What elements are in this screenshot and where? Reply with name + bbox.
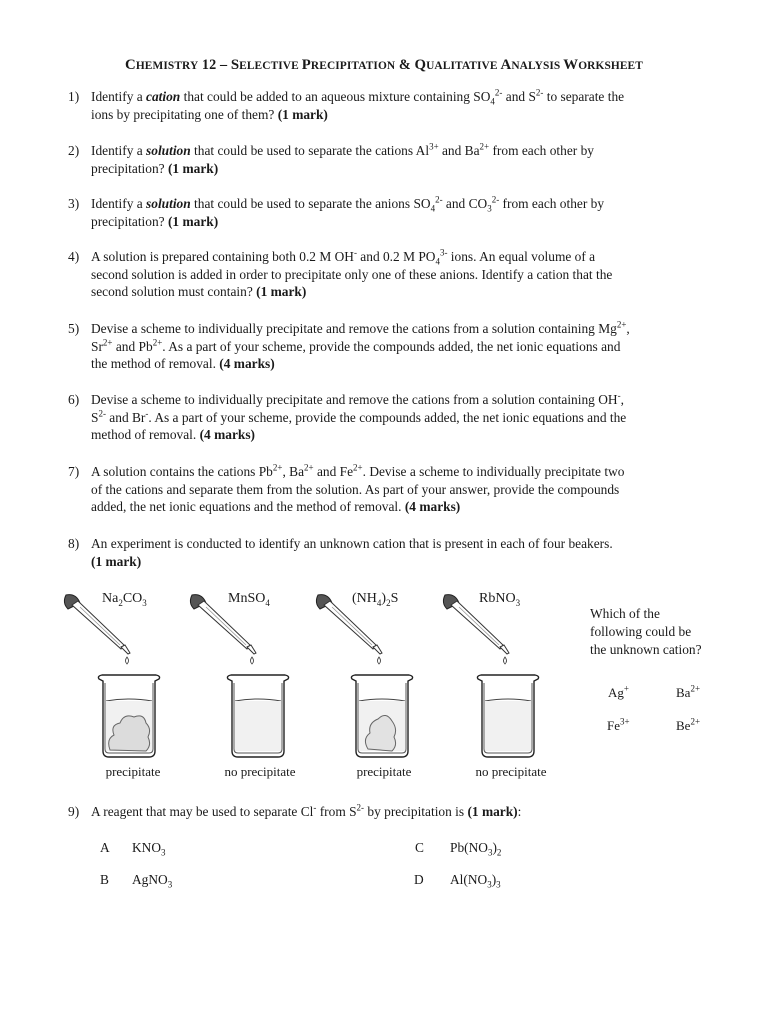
choice-d-text: $Al(NO_3)_3$	[450, 872, 501, 890]
beaker-4	[477, 675, 538, 757]
question-number: 6)	[68, 392, 80, 407]
mark-label: (1 mark)	[91, 553, 142, 569]
reagent-label-3: $(NH_4)_2S$	[352, 591, 399, 608]
question-number: 9)	[68, 804, 80, 819]
choice-a-letter: A	[100, 840, 110, 855]
question-number: 3)	[68, 196, 80, 211]
question-number: 8)	[68, 536, 80, 551]
choice-c-letter: C	[415, 840, 424, 855]
beaker-2	[227, 675, 288, 757]
mark-label: (1 mark)	[277, 106, 328, 122]
choice-b-letter: B	[100, 872, 109, 887]
mark-label: (4 marks)	[219, 356, 275, 371]
question-text: Devise a scheme to individually precipitate and remove the cations from a solution containing OH-, $S^{2-}$ and Br-. As a part of your scheme, provide the compounds added, the net ionic equations and the method of removal. (4 marks)	[91, 390, 627, 442]
ion-option-3: $Fe^{3+}$	[607, 716, 630, 733]
question-text: Identify a cation that could be added to an aqueous mixture containing $SO_4^{2-}$ and $S^{2-}$ to separate the ions by precipitating one of them? (1 mark)	[91, 87, 625, 122]
mark-label: (1 mark)	[256, 284, 307, 299]
question-number: 5)	[68, 321, 80, 336]
ion-option-4: $Be^{2+}$	[676, 716, 701, 733]
result-label-2: no precipitate	[224, 764, 296, 779]
mark-label: (4 marks)	[199, 427, 256, 442]
result-label-3: precipitate	[356, 764, 412, 779]
reagent-label-4: RbNO$_3$	[479, 591, 521, 608]
question-number: 7)	[68, 464, 80, 479]
choice-c-text: $Pb(NO_3)_2$	[450, 840, 502, 858]
question-number: 2)	[68, 143, 80, 158]
question-text: Identify a solution that could be used to separate the cations $Al^{3+}$ and $Ba^{2+}$ from each other by precipitation? (1 mark)	[91, 141, 594, 176]
choice-a-text: $KNO_3$	[132, 840, 166, 858]
question-number: 4)	[68, 249, 80, 264]
question-text: A solution contains the cations $Pb^{2+}$, $Ba^{2+}$ and $Fe^{2+}$. Devise a scheme to individually precipitate two of the cations and separate them from the solution. As part of your answer, provide the compounds added, the net ionic equations and the method of removal. (4 marks)	[91, 462, 625, 514]
question-number: 1)	[68, 89, 80, 104]
mark-label: (1 mark)	[167, 160, 219, 176]
drop-droplets	[126, 657, 507, 664]
worksheet-title: CHEMISTRY 12 – SELECTIVE PRECIPITATION & QUALITATIVE ANALYSIS WORKSHEET	[125, 57, 643, 73]
question-text: A solution is prepared containing both 0.2 M OH- and 0.2 M $PO_4^{3-}$ ions. An equal volume of a second solution is added in order to precipitate only one of these anions. Identify a cation that the second solution must contain? (1 mark)	[91, 247, 613, 299]
figure-question: Which of the following could be the unknown cation?	[590, 606, 702, 657]
reagent-label-1: $Na_2CO_3$	[102, 591, 147, 608]
reagent-label-2: MnSO$_4$	[228, 591, 270, 608]
result-label-4: no precipitate	[475, 764, 547, 779]
result-label-1: precipitate	[105, 764, 161, 779]
ion-option-2: $Ba^{2+}$	[676, 683, 701, 700]
ion-option-1: Ag+	[608, 683, 629, 700]
question-text: An experiment is conducted to identify an unknown cation that is present in each of four beakers. (1 mark)	[91, 536, 613, 569]
choice-b-text: AgNO$_3$	[132, 872, 173, 890]
question-text: Devise a scheme to individually precipitate and remove the cations from a solution containing $Mg^{2+}$, $Sr^{2+}$ and $Pb^{2+}$. As a part of your scheme, provide the compounds added, the net ionic equations and the method of removal. (4 marks)	[91, 319, 630, 371]
question-text: Identify a solution that could be used to separate the anions $SO_4^{2-}$ and $CO_3^{2-}$ from each other by precipitation? (1 mark)	[91, 194, 605, 229]
mark-label: (1 mark)	[167, 213, 219, 229]
question-text: A reagent that may be used to separate Cl- from $S^{2-}$ by precipitation is (1 mark):	[91, 802, 522, 819]
mark-label: (1 mark)	[467, 804, 518, 819]
choice-d-letter: D	[414, 872, 424, 887]
mark-label: (4 marks)	[404, 499, 461, 514]
